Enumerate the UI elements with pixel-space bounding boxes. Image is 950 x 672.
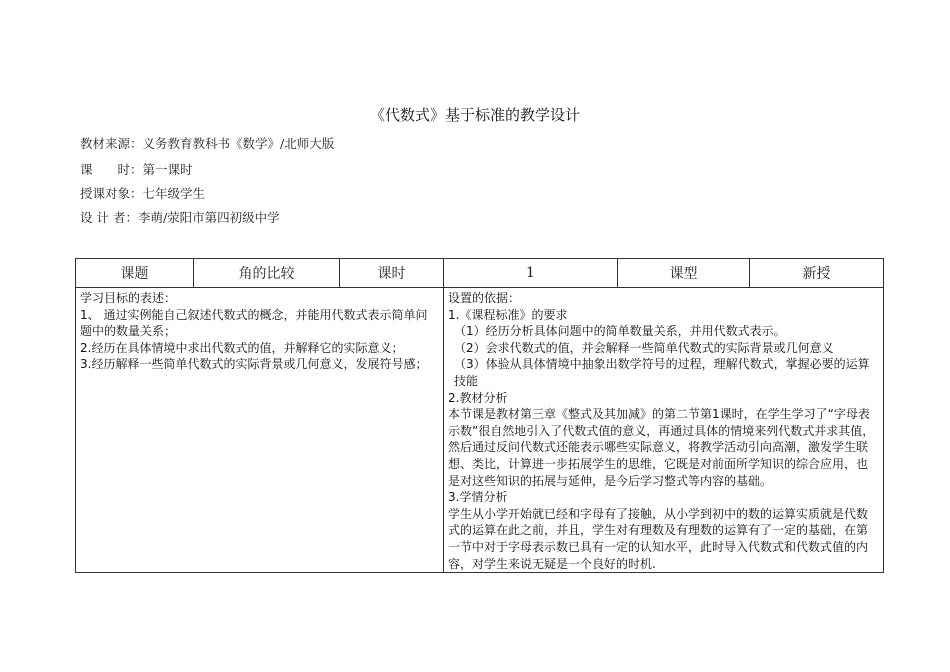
meta-value: 第一课时 (142, 162, 193, 177)
meta-label: 设 计 者： (80, 210, 138, 225)
meta-label: 教材来源： (80, 136, 143, 151)
table-body-row (76, 288, 884, 573)
header-cell-period: 1 (444, 259, 618, 288)
standard-item: （3）体验从具体情境中抽象出数学符号的过程，理解代数式，掌握必要的运算技能 (454, 357, 870, 388)
section-heading: 1.《课程标准》的要求 (448, 307, 568, 322)
header-cell-type: 新授 (750, 259, 884, 288)
objectives-heading: 学习目标的表述： (80, 291, 177, 305)
header-cell-period-label: 课时 (340, 259, 444, 288)
rationale-heading: 设置的依据： (448, 291, 521, 305)
section-heading: 2.教材分析 (448, 390, 508, 405)
standard-item: （2）会求代数式的值，并会解释一些简单代数式的实际背景或几何意义 (454, 340, 834, 355)
meta-source (80, 134, 334, 152)
objective-item: 2.经历在具体情境中求出代数式的值，并解释它的实际意义； (80, 340, 404, 355)
meta-value: 七年级学生 (142, 186, 206, 201)
meta-value: 李萌/荥阳市第四初级中学 (137, 210, 280, 225)
rationale-cell (444, 288, 884, 573)
lesson-table (75, 258, 884, 573)
meta-audience (80, 184, 205, 202)
standard-item: （1）经历分析具体问题中的简单数量关系，并用代数式表示。 (454, 324, 786, 339)
header-cell-topic: 角的比较 (194, 259, 340, 288)
section-heading: 3.学情分析 (448, 490, 508, 505)
meta-value: 义务教育教科书《数学》/北师大版 (142, 136, 335, 151)
meta-designer (80, 208, 280, 226)
document-title: 《代数式》基于标准的教学设计 (369, 106, 580, 124)
objective-item: 1、 通过实例能自己叙述代数式的概念，并能用代数式表示简单问题中的数量关系； (80, 307, 428, 339)
header-cell-type-label: 课型 (618, 259, 750, 288)
textbook-analysis: 本节课是教材第三章《整式及其加减》的第二节第1课时，在学生学习了“字母表示数”很自然地引入了代数式值的意义，再通过具体的情境来列代数式并求其值，然后通过反问代数式还能表示哪些实际意义，将教学活动引向高潮，激发学生联想、类比，计算进一步拓展学生的思维，它既是对前面所学知识的综合应用，也是对这些知识的拓展与延伸，是今后学习整式等内容的基础。 (448, 407, 875, 488)
objectives-cell (76, 288, 444, 573)
meta-period (80, 160, 193, 178)
header-cell-topic-label: 课题 (76, 259, 194, 288)
table-header-row (76, 259, 884, 288)
learner-analysis: 学生从小学开始就已经和字母有了接触，从小学到初中的数的运算实质就是代数式的运算在此之前，并且，学生对有理数及有理数的运算有了一定的基础，在第一节中对于字母表示数已具有一定的认知水平，此时导入代数式和代数式值的内容，对学生来说无疑是一个良好的时机. (448, 506, 869, 571)
meta-label: 课 时： (80, 162, 143, 177)
meta-label: 授课对象： (80, 186, 143, 201)
objective-item: 3.经历解释一些简单代数式的实际背景或几何意义，发展符号感； (80, 357, 428, 372)
